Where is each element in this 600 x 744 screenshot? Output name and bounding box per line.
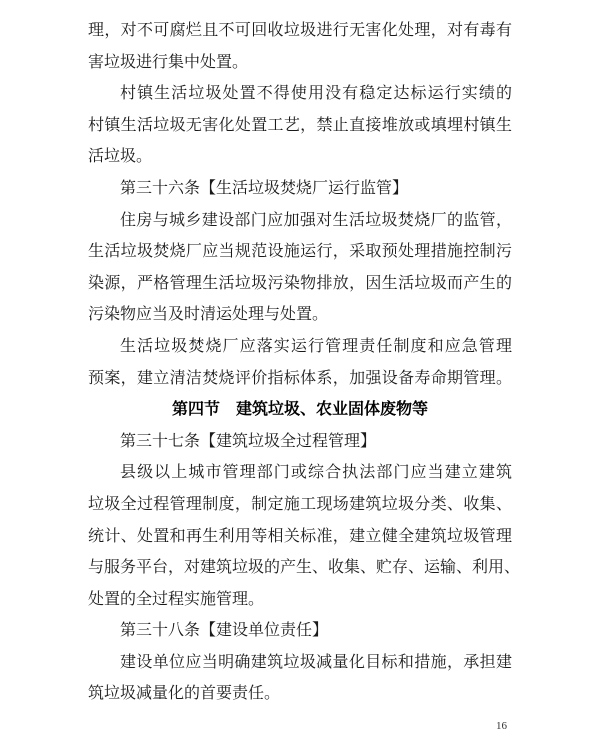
text-line: 染源，严格管理生活垃圾污染物排放，因生活垃圾而产生的	[88, 274, 512, 292]
text-line: 理，对不可腐烂且不可回收垃圾进行无害化处理，对有毒有	[88, 22, 512, 39]
text-line: 筑垃圾减量化的首要责任。	[88, 685, 281, 703]
text-lines	[88, 15, 521, 710]
text-line: 住房与城乡建设部门应加强对生活垃圾焚烧厂的监管，	[120, 211, 512, 229]
text-line: 生活垃圾焚烧厂应当规范设施运行，采取预处理措施控制污	[88, 243, 512, 261]
text-line: 村镇生活垃圾无害化处置工艺，禁止直接堆放或填埋村镇生	[88, 116, 512, 134]
text-line: 活垃圾。	[88, 148, 153, 166]
text-line: 生活垃圾焚烧厂应落实运行管理责任制度和应急管理	[120, 337, 512, 355]
text-line: 县级以上城市管理部门或综合执法部门应当建立建筑	[120, 464, 512, 482]
text-line: 建设单位应当明确建筑垃圾减量化目标和措施，承担建	[120, 653, 512, 671]
text-line: 污染物应当及时清运处理与处置。	[88, 306, 329, 324]
text-line: 处置的全过程实施管理。	[88, 590, 265, 608]
text-line: 统计、处置和再生利用等相关标准，建立健全建筑垃圾管理	[88, 527, 512, 545]
text-line: 预案，建立清洁焚烧评价指标体系，加强设备寿命期管理。	[88, 369, 512, 387]
text-line: 村镇生活垃圾处置不得使用没有稳定达标运行实绩的	[120, 85, 512, 103]
text-line: 害垃圾进行集中处置。	[88, 53, 249, 71]
article-heading: 第三十七条【建筑垃圾全过程管理】	[120, 432, 377, 450]
section-heading: 第四节 建筑垃圾、农业固体废物等	[171, 401, 428, 419]
article-heading: 第三十六条【生活垃圾焚烧厂运行监管】	[120, 179, 409, 197]
article-heading: 第三十八条【建设单位责任】	[120, 622, 329, 640]
text-line: 垃圾全过程管理制度，制定施工现场建筑垃圾分类、收集、	[88, 495, 512, 513]
text-line: 与服务平台，对建筑垃圾的产生、收集、贮存、运输、利用、	[88, 559, 521, 577]
page-number: 16	[496, 720, 507, 732]
